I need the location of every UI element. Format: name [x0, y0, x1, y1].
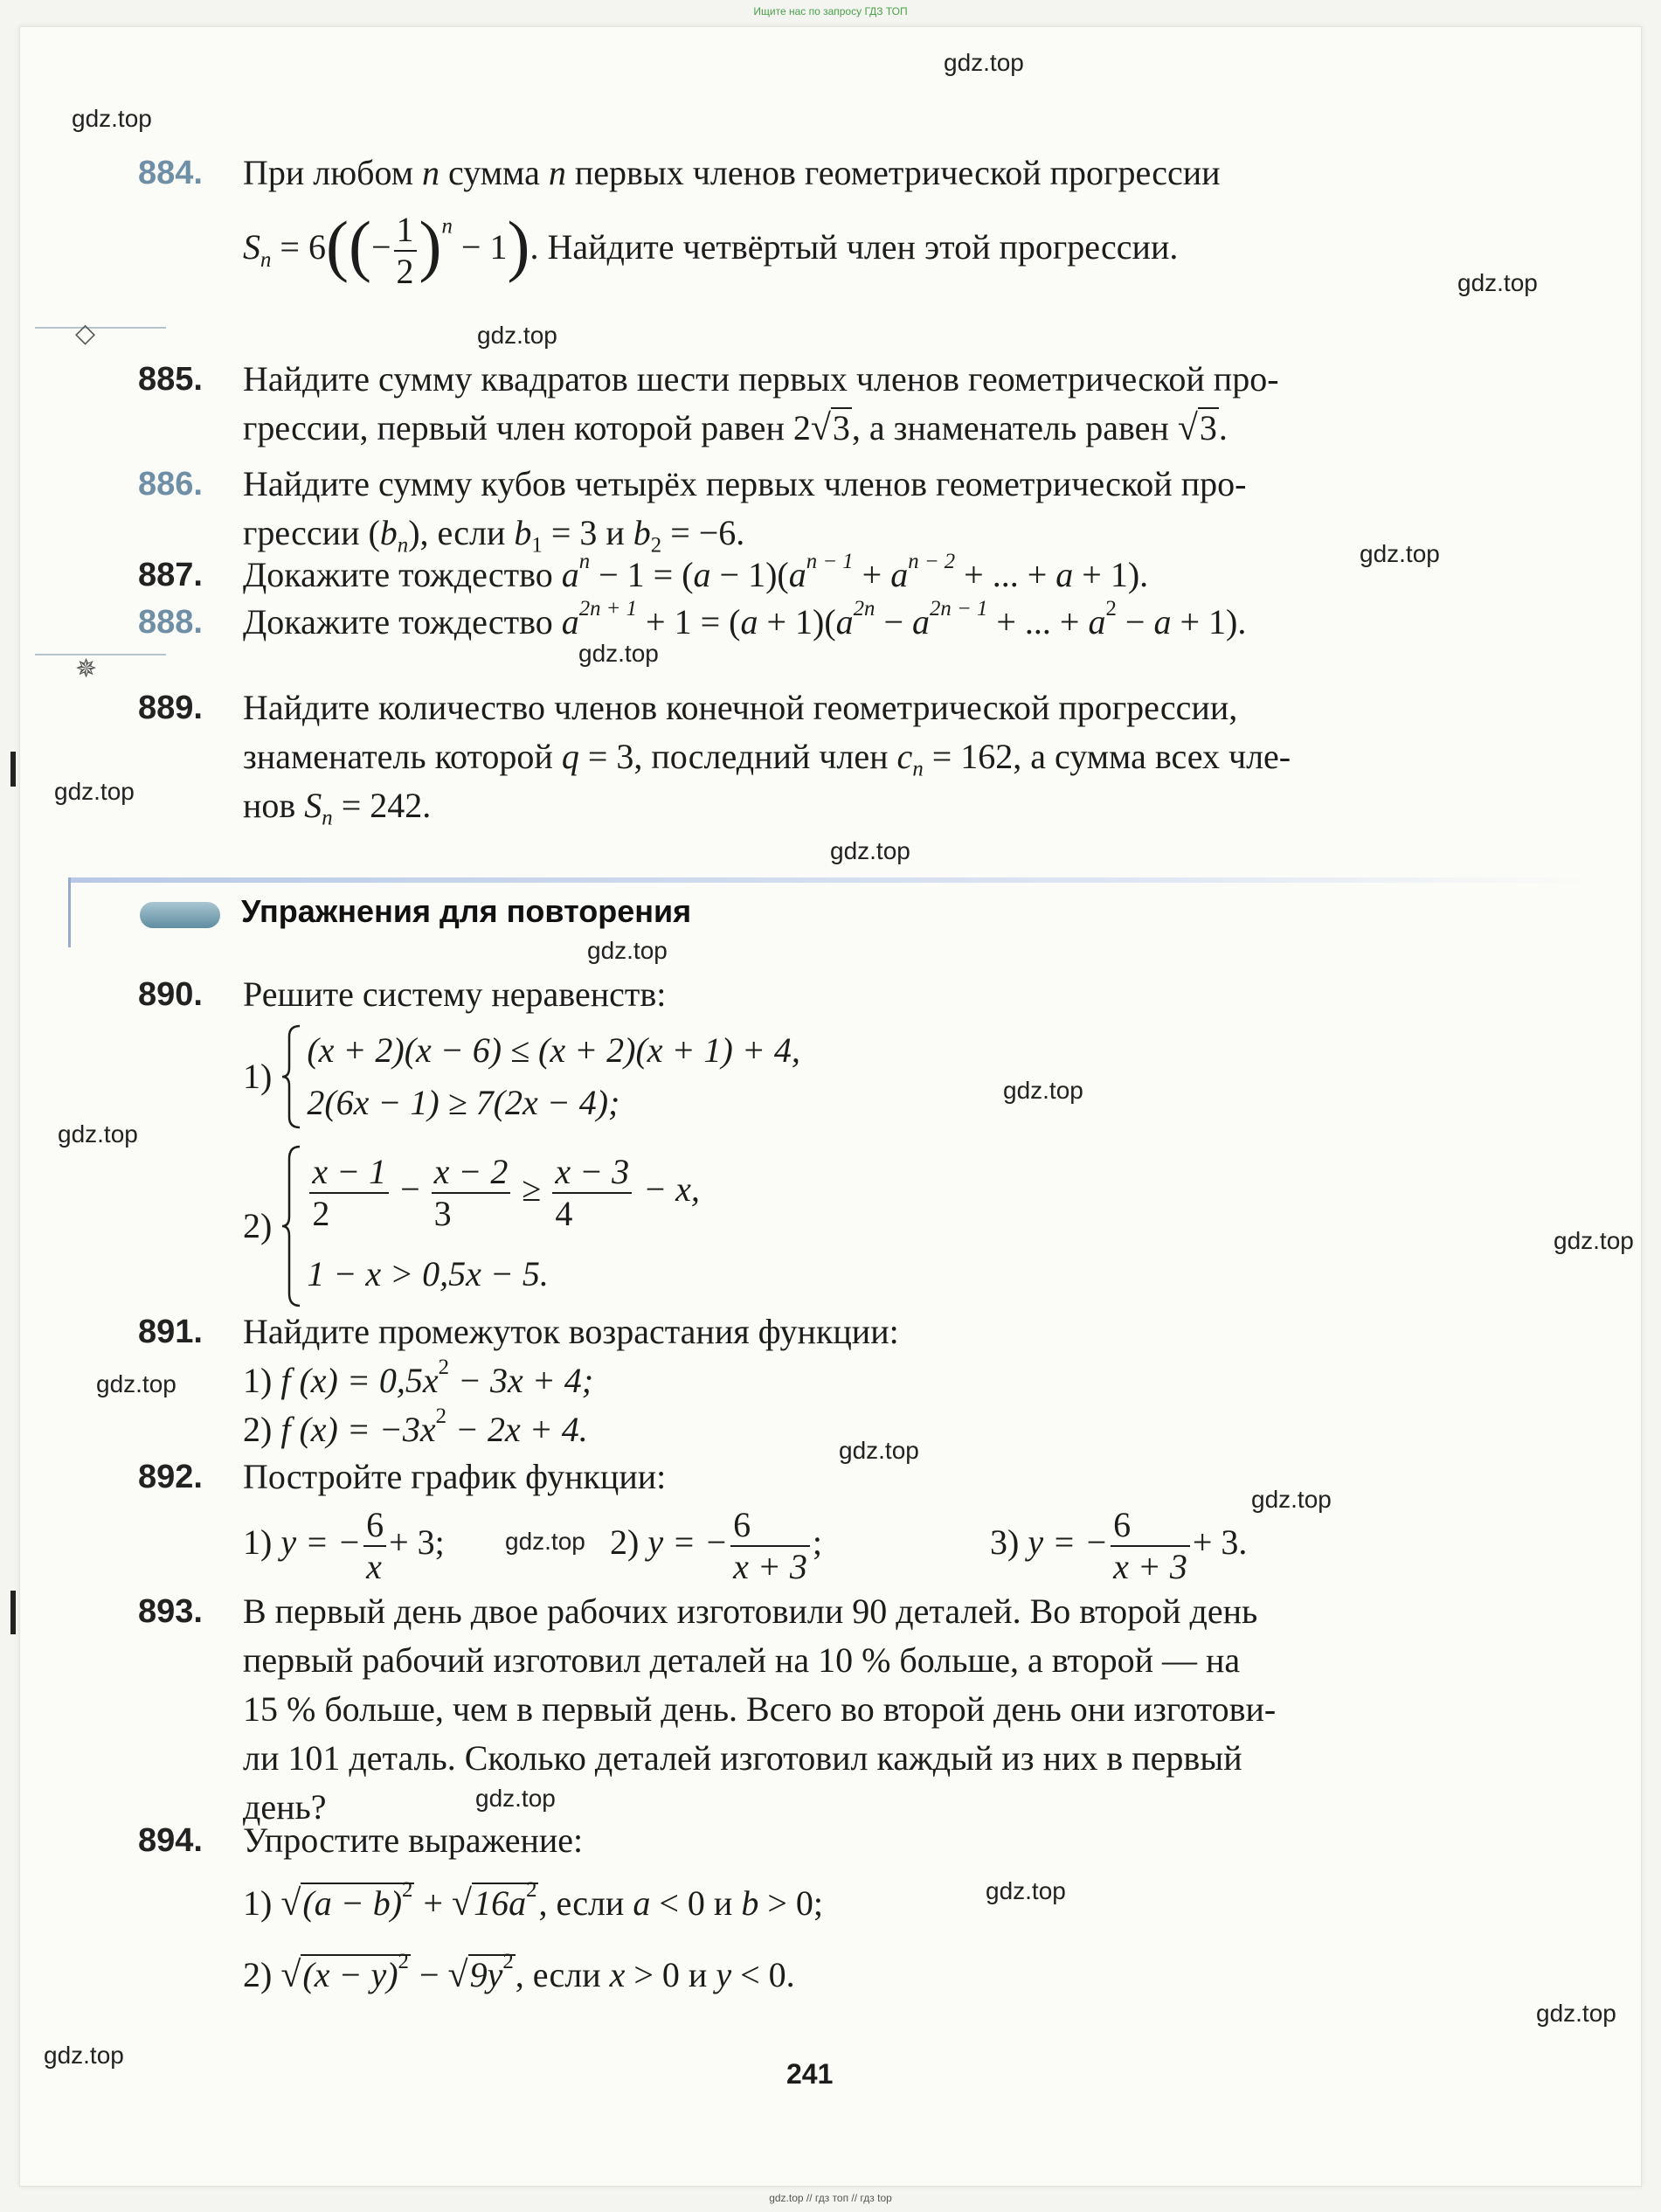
watermark: gdz.top [830, 837, 910, 864]
problem-884: 884. При любом n сумма n первых членов геометрической прогрессии $S_n = 6((-$ $\frac{1}{2}$ )$^n$ − 1). Найдите четвёртый член этой прогрессии. [138, 149, 1501, 290]
fraction: $\frac{1}{2}$ [394, 211, 417, 290]
watermark: gdz.top [1536, 2000, 1616, 2027]
watermark: gdz.top [587, 937, 668, 964]
watermark: gdz.top [477, 322, 557, 349]
section-header [138, 883, 1536, 944]
problem-894: 894. Упростите выражение: 1) $√(a - b)^2 + √16a^2$, если a < 0 и b > 0; 2) $√(x - y)^2 - √9y^2$, если x > 0 и y < 0. [138, 1816, 1501, 2000]
watermark: gdz.top [1360, 540, 1440, 567]
section-rule [68, 877, 1588, 883]
watermark: gdz.top [475, 1785, 556, 1812]
system-1: 1) (x + 2)(x − 6) ≤ (x + 2)(x + 1) + 4, 2(6x − 1) ≥ 7(2x − 4); [243, 1024, 1501, 1129]
watermark: gdz.top [54, 778, 135, 805]
problem-889: 889. Найдите количество членов конечной геометрической прогрессии, знаменатель которой q = 3, последний член $c_n = 162$, а сумма всех чле- нов $S_n = 242$. [138, 683, 1501, 830]
problem-number: 889. [138, 690, 203, 726]
problem-number: 893. [138, 1593, 203, 1630]
problem-number: 887. [138, 557, 203, 593]
problem-891: 891. Найдите промежуток возрастания функции: 1) f $(x) = 0,5x^2 - 3x + 4$; 2) f $(x) = -3x^2 - 2x + 4$. [138, 1307, 1501, 1454]
problem-887: 887. Докажите тождество $a^n - 1 = (a - 1)(a^{n - 1} + a^{n - 2}$ + ... + a + 1). [138, 551, 1501, 600]
problem-number: 885. [138, 361, 203, 398]
watermark: gdz.top [96, 1370, 176, 1397]
section-rule [68, 877, 71, 947]
top-note: Ищите нас по запросу ГДЗ ТОП [753, 5, 908, 17]
diamond-marker-icon: ◇ [75, 318, 96, 349]
problem-number: 891. [138, 1314, 203, 1350]
section-title: Упражнения для повторения [241, 893, 692, 929]
problem-number: 888. [138, 604, 203, 641]
function-list: 1) y = − $\frac{6}{x}$ + 3; 2) y = − $\frac{6}{x + 3}$ ; 3) y = − $\frac{6}{x + 3}$ + 3. [243, 1505, 1248, 1586]
page-number: 241 [786, 2058, 834, 2090]
problem-892: 892. Постройте график функции: 1) y = − $\frac{6}{x}$ + 3; 2) y = − $\frac{6}{x + 3}$ ; 3) y = − $\frac{6}{x + 3}$ + 3. [138, 1453, 1501, 1587]
page-edge-mark [10, 1591, 16, 1634]
section-pill-icon [140, 902, 220, 928]
bottom-note: gdz.top // гдз топ // гдз top [769, 2192, 892, 2204]
watermark: gdz.top [58, 1120, 138, 1148]
problem-number: 884. [138, 155, 203, 191]
watermark: gdz.top [1251, 1486, 1332, 1513]
watermark: gdz.top [44, 2042, 124, 2069]
watermark: gdz.top [986, 1877, 1066, 1904]
watermark: gdz.top [578, 640, 659, 667]
problem-890: 890. Решите систему неравенств: 1) (x + 2)(x − 6) ≤ (x + 2)(x + 1) + 4, 2(6x − 1) ≥ 7(2x − 4); 2) $\frac{x - 1}{2}$ − $\frac{x - 2}{3}$ ≥ $\frac{x - 3}{4}$ − x, 1 − x > 0,5x − 5. [138, 970, 1501, 1307]
problem-number: 892. [138, 1459, 203, 1495]
watermark: gdz.top [505, 1528, 585, 1555]
system-2: 2) $\frac{x - 1}{2}$ − $\frac{x - 2}{3}$ ≥ $\frac{x - 3}{4}$ − x, 1 − x > 0,5x − 5. [243, 1145, 1501, 1307]
watermark: gdz.top [72, 105, 152, 132]
problem-885: 885. Найдите сумму квадратов шести первых членов геометрической про- грессии, первый член которой равен 2√3, а знаменатель равен √3. [138, 355, 1501, 453]
section-divider [35, 654, 166, 655]
problem-number: 890. [138, 976, 203, 1013]
problem-number: 886. [138, 466, 203, 503]
problem-888: 888. Докажите тождество $a^{2n + 1} + 1 = (a + 1)(a^{2n} - a^{2n - 1}$ + ... + $a^2 - a + 1$). [138, 598, 1501, 647]
brace-icon [280, 1145, 301, 1307]
watermark: gdz.top [944, 49, 1024, 76]
page-edge-mark [10, 752, 16, 787]
star-marker-icon: ✵ [75, 654, 98, 684]
watermark: gdz.top [1554, 1227, 1634, 1254]
problem-886: 886. Найдите сумму кубов четырёх первых членов геометрической про- грессии $(b_n)$, если $b_1 = 3$ и $b_2 = -6$. [138, 460, 1501, 558]
problem-893: 893. В первый день двое рабочих изготовили 90 деталей. Во второй день первый рабочий изготовил деталей на 10 % больше, а второй — на 15 % больше, чем в первый день. Всего во второй день они изготови- ли 101 деталь. Сколько деталей изготовил каждый из них в первый день? [138, 1587, 1501, 1832]
section-divider [35, 327, 166, 329]
watermark: gdz.top [839, 1437, 919, 1464]
problem-number: 894. [138, 1822, 203, 1859]
watermark: gdz.top [1003, 1077, 1083, 1104]
watermark: gdz.top [1457, 269, 1538, 296]
brace-icon [280, 1024, 301, 1129]
